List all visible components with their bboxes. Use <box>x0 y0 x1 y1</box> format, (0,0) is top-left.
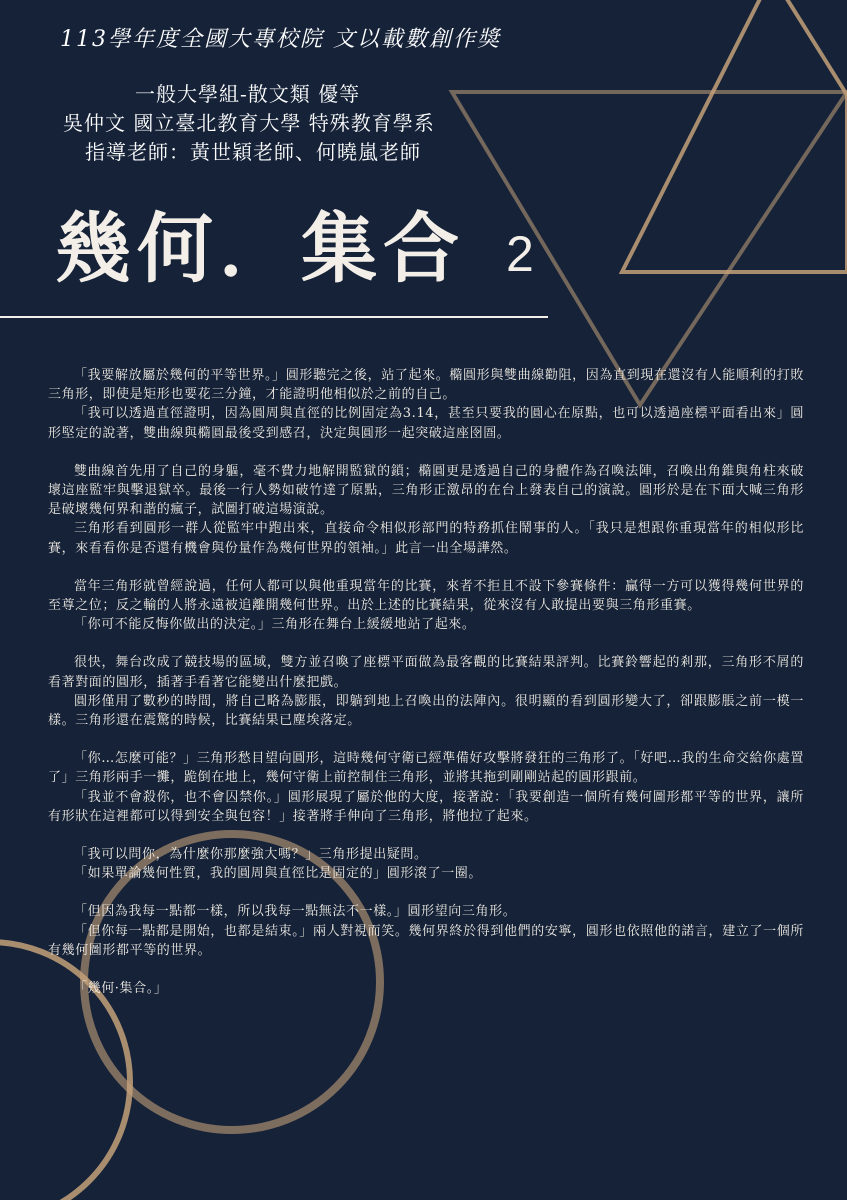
story-paragraph: 很快，舞台改成了競技場的區域，雙方並召喚了座標平面做為最客觀的比賽結果評判。比賽鈴響起的剎那，三角形不屑的看著對面的圓形，插著手看著它能變出什麼把戲。 <box>48 655 804 690</box>
story-paragraph: 「如果單論幾何性質，我的圓周與直徑比是固定的」圓形滾了一圈。 <box>74 866 483 882</box>
story-paragraph: 「幾何·集合。」 <box>74 981 168 997</box>
story-body <box>48 366 804 998</box>
triangle-outline-icon <box>622 0 847 272</box>
title-number: 2 <box>506 226 534 282</box>
story-paragraph: 「但你每一點都是開始，也都是結束。」兩人對視而笑。幾何界終於得到他們的安寧，圓形也依照他的諾言，建立了一個所有幾何圖形都平等的世界。 <box>48 923 804 958</box>
story-paragraph: 雙曲線首先用了自己的身軀，毫不費力地解開監獄的鎖；橢圓更是透過自己的身體作為召喚法陣，召喚出角錐與角柱來破壞這座監牢與擊退獄卒。最後一行人勢如破竹達了原點，三角形正激昂的在台上發表自己的演說。圓形於是在下面大喊三角形是破壞幾何界和諧的瘋子，試圖打破這場演說。 <box>48 463 804 518</box>
advisors-line: 指導老師：黃世穎老師、何曉嵐老師 <box>85 140 421 164</box>
story-paragraph: 「我並不會殺你，也不會囚禁你。」圓形展現了屬於他的大度，接著說：「我要創造一個所有幾何圖形都平等的世界，讓所有形狀在這裡都可以得到安全與包容！」接著將手伸向了三角形，將他拉了起來。 <box>48 789 804 824</box>
story-paragraph: 圓形僅用了數秒的時間，將自己略為膨脹，即躺到地上召喚出的法陣內。很明顯的看到圓形變大了，卻跟膨脹之前一模一樣。三角形還在震驚的時候，比賽結果已塵埃落定。 <box>48 693 804 729</box>
author-line: 吳仲文 國立臺北教育大學 特殊教育學系 <box>63 111 435 135</box>
story-paragraph: 「我可以問你，為什麼你那麼強大嗎？」三角形提出疑問。 <box>74 847 428 863</box>
story-paragraph: 「我可以透過直徑證明，因為圓周與直徑的比例固定為3.14，甚至只要我的圓心在原點，也可以透過座標平面看出來」圓形堅定的說著，雙曲線與橢圓最後受到感召，決定與圓形一起突破這座囹圄。 <box>48 406 804 441</box>
story-paragraph: 「你…怎麼可能？」三角形愁目望向圓形，這時幾何守衛已經準備好攻擊將發狂的三角形了。「好吧…我的生命交給你處置了」三角形兩手一攤，跪倒在地上，幾何守衛上前控制住三角形，並將其拖到剛剛站起的圓形跟前。 <box>48 751 804 786</box>
award-category: 一般大學組-散文類 優等 <box>135 82 361 106</box>
title-divider <box>0 316 548 318</box>
story-paragraph: 「但因為我每一點都一樣，所以我每一點無法不一樣。」圓形望向三角形。 <box>74 904 517 920</box>
story-paragraph: 「你可不能反悔你做出的決定。」三角形在舞台上緩緩地站了起來。 <box>74 617 476 633</box>
story-paragraph: 「我要解放屬於幾何的平等世界。」圓形聽完之後，站了起來。橢圓形與雙曲線勸阻，因為直到現在還沒有人能順利的打敗三角形，即使是矩形也要花三分鐘，才能證明他相似於之前的自己。 <box>48 368 804 403</box>
story-paragraph: 當年三角形就曾經說過，任何人都可以與他重現當年的比賽，來者不拒且不設下參賽條件：贏得一方可以獲得幾何世界的至尊之位；反之輸的人將永遠被追離開幾何世界。出於上述的比賽結果，從來沒有人敢提出要與三角形重賽。 <box>48 578 804 614</box>
page-title: 幾何．集合 <box>55 204 465 293</box>
award-title: 113學年度全國大專校院 文以載數創作獎 <box>60 27 501 52</box>
story-paragraph: 三角形看到圓形一群人從監牢中跑出來，直接命令相似形部門的特務抓住鬧事的人。「我只是想跟你重現當年的相似形比賽，來看看你是否還有機會與份量作為幾何世界的領袖。」此言一出全場譁然。 <box>48 521 804 556</box>
